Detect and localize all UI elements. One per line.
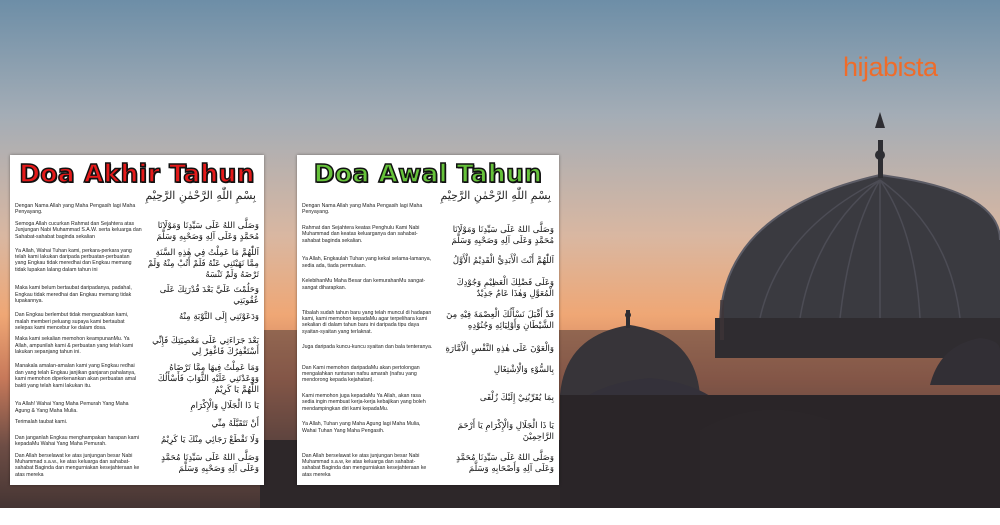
malay-translation: Dengan Nama Allah yang Maha Pengasih lagi Maha Penyayang. [302,203,423,216]
basmalah-text: بِسْمِ اللّٰهِ الرَّحْمٰنِ الرَّحِيْمِ [440,189,551,202]
bottom-strip [0,508,1000,525]
prayer-row [302,203,554,216]
malay-translation: Manakala amalan-amalan kami yang Engkau redhai dan yang telah Engkau janjikan ganjaran pahalanya, kami memohon diperkenankan akan perbuatan amal bakti yang telah kami lakukan itu. [15,363,137,389]
malay-translation: Maka kami belum bertaubat daripadanya, padahal, Engkau tidak meredhai dan Engkau memang tidak lupakannya. [15,285,132,305]
prayer-rows [15,203,259,478]
malay-translation: Kami memohon juga kepadaMu Ya Allah, akan rasa sedia ingin membuat kerja-kerja kebajikan yang boleh mendampingkan diri kami kepadaMu. [302,393,426,412]
malay-translation: Juga daripada kuncu-kuncu syaitan dan bala tenteranya. [302,344,433,351]
malay-translation: Ya Allah! Wahai Yang Maha Pemurah Yang Maha Agung & Yang Maha Mulia. [15,401,129,414]
malay-translation: Tibalah sudah tahun baru yang telah muncul di hadapan kami, kami memohon kepadaMu agar terpelihara kami sekalian di dalam tahun baru ini daripada tipu daya syaitan-syaitan yang terlaknat. [302,309,432,335]
malay-translation: Semoga Allah cucurkan Rahmat dan Sejahtera atas Junjungan Nabi Muhammad S.A.W. serta keluarga dan Sahabat-sahabat baginda sekalian [15,220,142,240]
malay-translation: Ya Allah, Wahai Tuhan kami, perkara-perkara yang telah kami lakukan daripada perbuatan-perbuatan yang Engkau tidak meredhai dan Engkau memang tidak lupakan lalang dalam tahun ini [15,247,132,273]
arabic-text: بِالسُّوْءِ وَالْاِشْتِغَالِ [493,364,554,375]
doa-awal-tahun-card [297,155,559,485]
card-title: Doa Awal Tahun [313,159,543,188]
arabic-text: قَدْ أَقْبَلَ نَسْأَلُكَ الْعِصْمَةَ فِيْهِ مِنَ الشَّيْطَانِ وَأَوْلِيَائِهِ وَجُنُوْدِهِ [446,309,554,331]
doa-akhir-tahun-card [10,155,264,485]
arabic-text: يَا ذَا الْجَلَالِ وَالْإِكْرَامِ [190,401,259,412]
prayer-row [15,336,259,358]
malay-translation: Dan Allah berselawat ke atas junjungan besar Nabi Muhammad s.a.w, ke atas keluarga dan sahabat-sahabat Baginda dan mengurniakan kesejahteraan ke atas mereka [302,452,427,478]
arabic-text: بِمَا يُقَرِّبُنِيْ إِلَيْكَ زُلْفَى [479,393,554,403]
arabic-text: وَصَلَّى اللهُ عَلَى سَيِّدِنَا مُحَمَّدٍ وَعَلَى آلِهِ وَصَحْبِهِ وَسَلَّمَ [161,452,259,474]
arabic-text: وَصَلَّى اللهُ عَلَى سَيِّدِنَا وَمَوْلَانَا مُحَمَّدٍ وَعَلَى آلِهِ وَصَحْبِهِ وَسَلَّمَ [451,225,554,247]
prayer-row [302,225,554,247]
malay-translation: Dengan Nama Allah yang Maha Pengasih lagi Maha Penyayang. [15,203,136,216]
arabic-text: أَنْ تَتَقَبَّلَهُ مِنِّي [211,418,259,429]
arabic-text: وَلَا تَقْطَعْ رَجَائِي مِنْكَ يَا كَرِيْمُ [160,434,259,445]
malay-translation: Maka kami sekalian memohon keampunanMu. Ya Allah, ampunilah kami & perbuatan yang telah kami lakukan sepanjang tahun ini. [15,336,134,356]
arabic-text: بَعْدَ جَرَاءَتِي عَلَى مَعْصِيَتِكَ فَإِنِّي أَسْتَغْفِرُكَ فَاغْفِرْ لِي [152,336,259,358]
brand-logo[interactable]: hijabista [843,52,938,82]
prayer-row [302,278,554,300]
arabic-text: وَصَلَّى اللهُ عَلَى سَيِّدِنَا مُحَمَّدٍ وَعَلَى آلِهِ وَأَصْحَابِهِ وَسَلَّمَ [456,452,554,474]
arabic-text: وَصَلَّى اللهُ عَلَى سَيِّدِنَا وَمَوْلَانَا مُحَمَّدٍ وَعَلَى آلِهِ وَصَحْبِهِ وَسَلَّمَ [156,220,259,242]
arabic-text: اَللّٰهُمَّ أَنْتَ الْأَبَدِيُّ الْقَدِيْمُ الْأَوَّلُ [452,256,554,267]
arabic-text: وَحَلُمْتَ عَلَيَّ بَعْدَ قُدْرَتِكَ عَلَى عُقُوبَتِي [159,285,259,307]
prayer-row [302,256,554,269]
prayer-row [15,419,259,430]
prayer-row [15,203,259,216]
arabic-text: وَعَلَى فَضْلِكَ الْعَظِيْمِ وَجُوْدِكَ الْمُعَوَّلِ وَهٰذَا عَامٌ جَدِيْدٌ [456,278,554,300]
malay-translation: Ya Allah, Engkaulah Tuhan yang kekal selama-lamanya, sedia ada, tiada permulaan. [302,256,432,269]
malay-translation: Dan Engkau berlembut tidak mengazabkan kami, malah memberi peluang supaya kami bertaubat selepas kami mencebur ke dalam dosa. [15,312,129,332]
prayer-row [15,453,259,479]
arabic-text: وَمَا عَمِلْتُ فِيهَا مِمَّا تَرْضَاهُ وَوَعَدْتَنِي عَلَيْهِ الثَّوَابَ فَأَسْأَلُكَ اللّٰهُمَّ يَا كَرِيْمُ [157,363,259,396]
basmalah-text: بِسْمِ اللّٰهِ الرَّحْمٰنِ الرَّحِيْمِ [145,189,256,202]
malay-translation: Rahmat dan Sejahtera keatas Penghulu Kami Nabi Muhammad dan keatas keluarganya dan sahabat-sahabat baginda sekalian. [302,225,420,244]
prayer-row [15,285,259,307]
malay-translation: Dan Kami memohon daripadaMu akan pertolongan mengalahkan runtunan nafsu amarah (nafsu yang mendorong kepada kejahatan). [302,364,420,384]
malay-translation: Dan Allah berselawat ke atas junjungan besar Nabi Muhammad s.a.w., ke atas keluarga dan sahabat-sahabat Baginda dan mengurniakan kesejahteraan ke atas mereka [15,452,140,478]
prayer-row [302,421,554,443]
prayer-row [15,248,259,281]
prayer-row [302,453,554,479]
prayer-row [15,221,259,243]
malay-translation: Dan janganlah Engkau menghampakan harapan kami kepadaMu Wahai Yang Maha Pemurah. [15,434,140,448]
arabic-text: وَدَعَوْتَنِي إِلَى التَّوْبَةِ مِنْهُ [178,312,259,323]
arabic-text: يَا ذَا الْجَلَالِ وَالْإِكْرَامِ يَا أَرْحَمَ الرَّاحِمِيْنَ [457,421,554,443]
prayer-row [302,365,554,384]
malay-translation: Terimalah taubat kami. [15,418,68,425]
prayer-row [15,363,259,396]
prayer-row [302,310,554,336]
prayer-row [15,312,259,331]
arabic-text: اَللّٰهُمَّ مَا عَمِلْتُ فِي هٰذِهِ السَّنَةِ مِمَّا نَهَيْتَنِي عَنْهُ فَلَمْ أَتُبْ مِنْهُ وَلَمْ تَرْضَهُ وَلَمْ تَنْسَهُ [147,247,259,280]
prayer-row [302,393,554,412]
card-title: Doa Akhir Tahun [19,159,255,188]
prayer-row [15,401,259,414]
arabic-text: وَالْعَوْنَ عَلَى هٰذِهِ النَّفْسِ الْأَمَّارَةِ [445,344,554,355]
malay-translation: KelebihanMu Maha Besar dan kemurahanMu sangat-sangat diharapkan. [302,278,426,291]
malay-translation: Ya Allah, Tuhan yang Maha Agung lagi Maha Mulia, Wahai Tuhan Yang Maha Pengasih. [302,421,421,434]
prayer-row [302,344,554,355]
prayer-rows [302,203,554,478]
prayer-row [15,435,259,448]
